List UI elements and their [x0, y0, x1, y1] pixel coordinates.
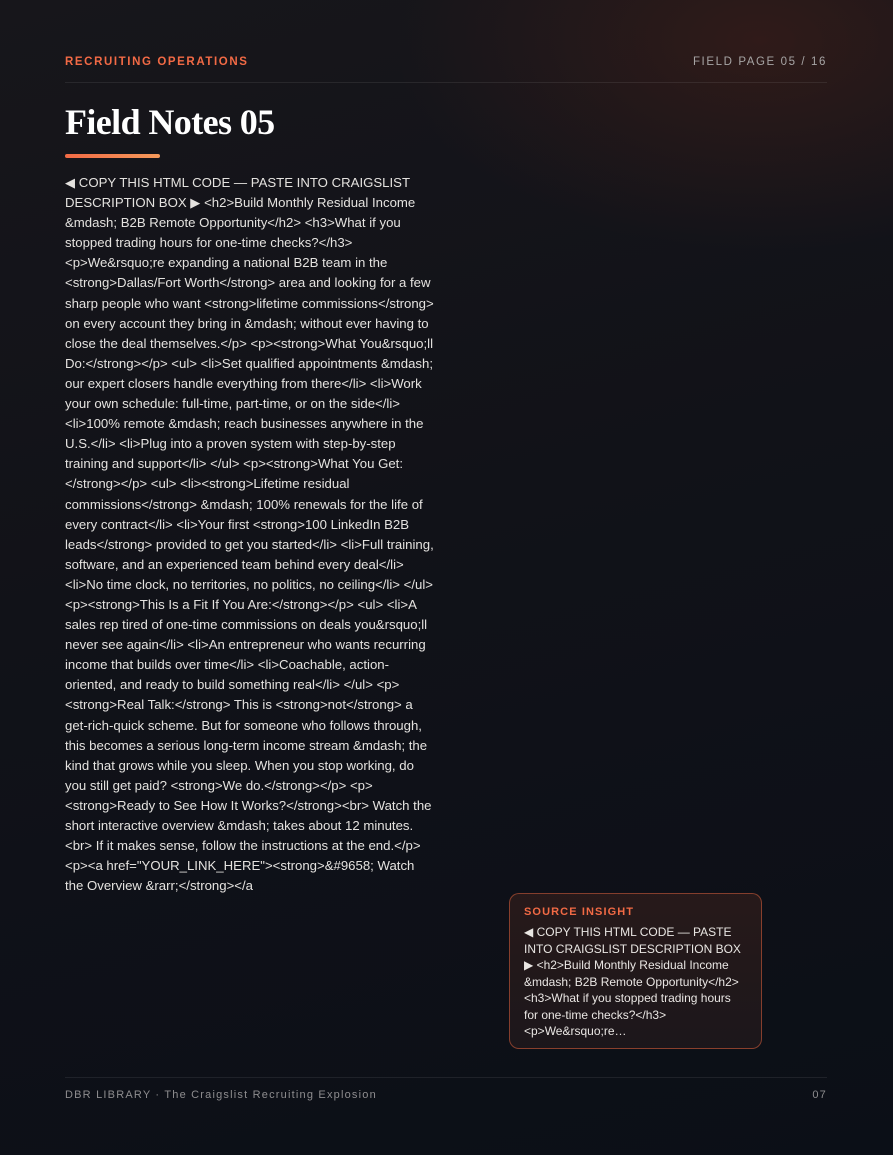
footer-page-number: 07 — [812, 1089, 827, 1101]
source-insight-card — [509, 893, 762, 1049]
title-accent-bar — [65, 154, 160, 158]
page-indicator: FIELD PAGE 05 / 16 — [692, 56, 827, 68]
insight-text: ◀ COPY THIS HTML CODE — PASTE INTO CRAIGSLIST DESCRIPTION BOX ▶ <h2>Build Monthly Residual Income &mdash; B2B Remote Opportunity</h2> <h3>What if you stopped trading hours for one-time checks?</h3> <p>We&rsquo;re… — [524, 925, 741, 1038]
page-title: Field Notes 05 — [65, 102, 275, 142]
page-header — [65, 56, 827, 83]
footer-library-title: DBR LIBRARY · The Craigslist Recruiting Explosion — [65, 1089, 377, 1101]
section-eyebrow: RECRUITING OPERATIONS — [65, 56, 249, 68]
insight-label: SOURCE INSIGHT — [524, 906, 635, 918]
body-text: ◀ COPY THIS HTML CODE — PASTE INTO CRAIGSLIST DESCRIPTION BOX ▶ <h2>Build Monthly Residual Income &mdash; B2B Remote Opportunity</h2> <h3>What if you stopped trading hours for one-time checks?</h3> <p>We&rsquo;re expanding a national B2B team in the <strong>Dallas/Fort Worth</strong> area and looking for a few sharp people who want <strong>lifetime commissions</strong> on every account they bring in &mdash; without ever having to close the deal themselves.</p> <p><strong>What You&rsquo;ll Do:</strong></p> <ul> <li>Set qualified appointments &mdash; our expert closers handle everything from there</li> <li>Work your own schedule: full-time, part-time, or on the side</li> <li>100% remote &mdash; reach businesses anywhere in the U.S.</li> <li>Plug into a proven system with step-by-step training and support</li> </ul> <p><strong>What You Get:</strong></p> <ul> <li><strong>Lifetime residual commissions</strong> &mdash; 100% renewals for the life of every contract</li> <li>Your first <strong>100 LinkedIn B2B leads</strong> provided to get you started</li> <li>Full training, software, and an experienced team behind every deal</li> <li>No time clock, no territories, no politics, no ceiling</li> </ul> <p><strong>This Is a Fit If You Are:</strong></p> <ul> <li>A sales rep tired of one-time commissions on deals you&rsquo;ll never see again</li> <li>An entrepreneur who wants recurring income that builds over time</li> <li>Coachable, action-oriented, and ready to build something real</li> </ul> <p><strong>Real Talk:</strong> This is <strong>not</strong> a get-rich-quick scheme. But for someone who follows through, this becomes a serious long-term income stream &mdash; the kind that grows while you sleep. When you stop working, do you still get paid? <strong>We do.</strong></p> <p><strong>Ready to See How It Works?</strong><br> Watch the short interactive overview &mdash; takes about 12 minutes.<br> If it makes sense, follow the instructions at the end.</p> <p><a href="YOUR_LINK_HERE"><strong>&#9658; Watch the Overview &rarr;</strong></a — [65, 175, 434, 894]
page-footer — [65, 1077, 827, 1108]
